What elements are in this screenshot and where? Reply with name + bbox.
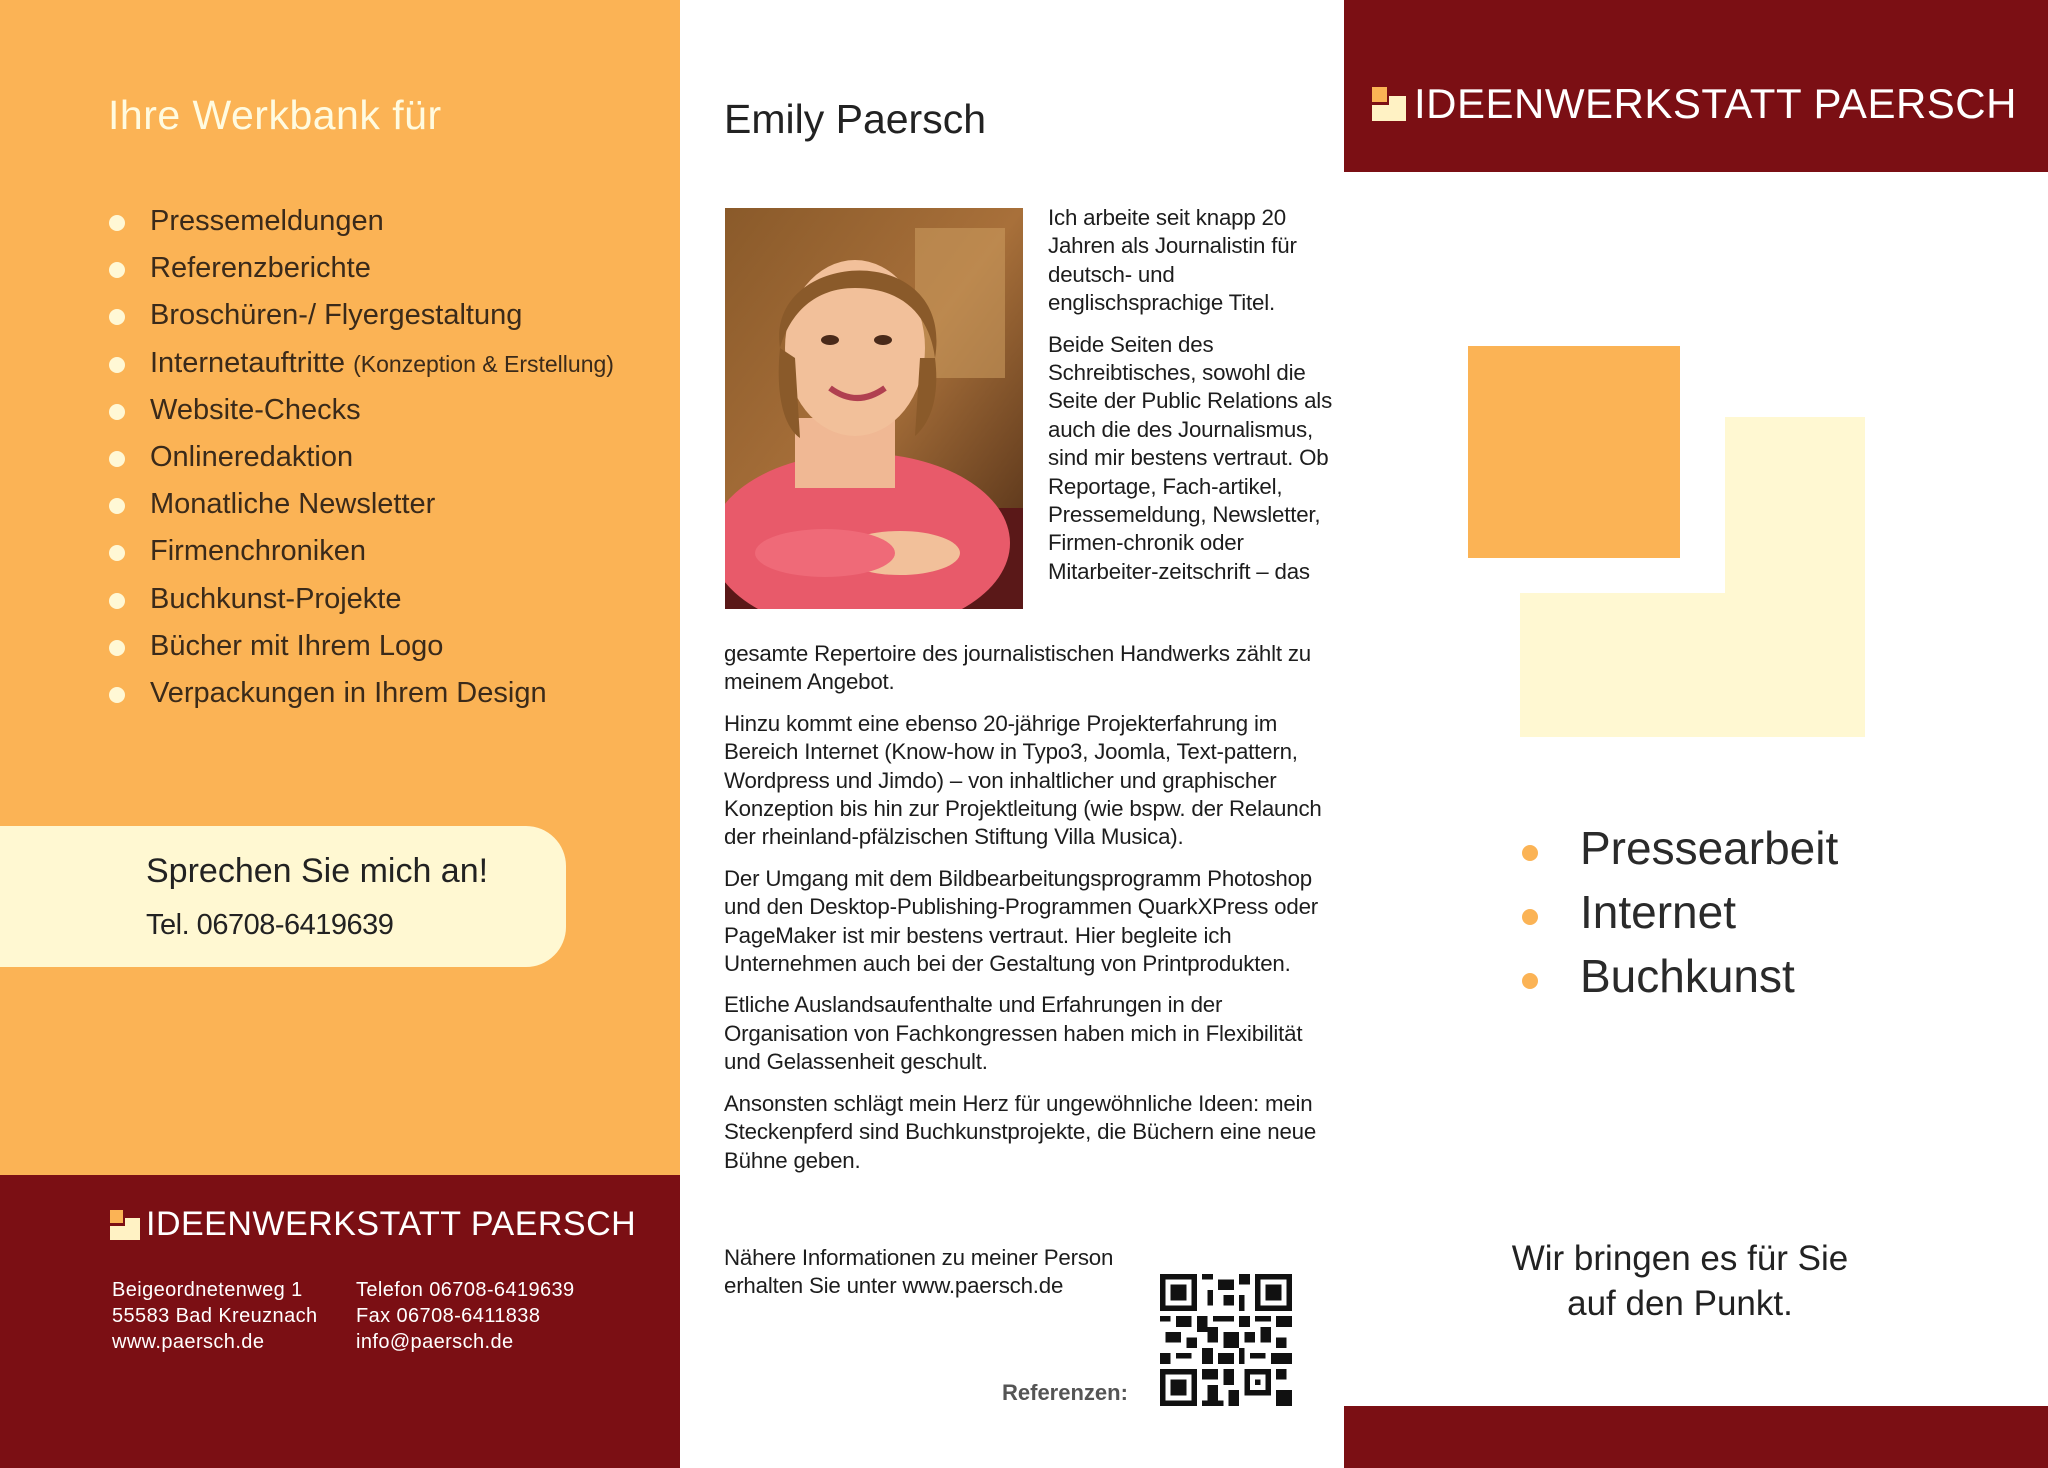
list-item [108, 245, 614, 292]
fax-number: Fax 06708-6411838 [356, 1305, 541, 1327]
bullet-icon [109, 498, 125, 514]
logo-mark-icon [110, 1210, 140, 1240]
contact-box [0, 826, 566, 967]
bio-paragraph: gesamte Repertoire des journalistischen Handwerks zählt zu meinem Angebot. [724, 641, 1311, 695]
address-street: Beigeordnetenweg 1 [112, 1279, 303, 1301]
right-panel [1344, 0, 2048, 1468]
phone-number[interactable]: Telefon 06708-6419639 [356, 1279, 575, 1301]
list-item [1520, 944, 1838, 1008]
postal-address [112, 1277, 318, 1355]
list-item-label: Pressearbeit [1580, 822, 1839, 874]
website-link[interactable]: www.paersch.de [112, 1331, 265, 1353]
list-item-label: Bücher mit Ihrem Logo [150, 629, 444, 662]
list-item-label: Buchkunst-Projekte [150, 582, 402, 615]
portrait-photo [725, 208, 1023, 609]
bullet-icon [109, 404, 125, 420]
list-item [108, 340, 614, 387]
intro-paragraph: Beide Seiten des Schreibtisches, sowohl die Seite der Public Relations als auch die des Journalismus, sind mir bestens vertraut. Ob Reportage, Fach-artikel, Pressemeldung, Newsletter, Firmen-chronik oder Mitarbeiter-zeitschrift – das [1048, 331, 1333, 584]
left-panel [0, 0, 680, 1468]
bullet-icon [1522, 973, 1538, 989]
left-footer [0, 1175, 680, 1468]
bullet-icon [109, 593, 125, 609]
bullet-icon [109, 215, 125, 231]
list-item [108, 434, 614, 481]
decorative-square [1468, 346, 1680, 558]
list-item [108, 198, 614, 245]
logo-text: IDEENWERKSTATT PAERSCH [146, 1205, 637, 1243]
qr-code-icon[interactable] [1160, 1274, 1292, 1406]
logo-mark-icon [1372, 87, 1406, 121]
list-item [108, 623, 614, 670]
bio-paragraph: Hinzu kommt eine ebenso 20-jährige Projekterfahrung im Bereich Internet (Know-how in Typo3, Joomla, Text-pattern, Wordpress und Jimdo) – von inhaltlicher und graphischer Konzeption bis hin zur Projektleitung (wie bspw. der Relaunch der rheinland-pfälzischen Stiftung Villa Musica). [724, 710, 1322, 850]
bullet-icon [109, 357, 125, 373]
list-item [1520, 880, 1838, 944]
header-banner [1344, 0, 2048, 172]
bullet-icon [109, 309, 125, 325]
list-item-label: Website-Checks [150, 393, 361, 426]
services-heading: Ihre Werkbank für [108, 92, 442, 138]
bullet-icon [109, 451, 125, 467]
decorative-square [1520, 593, 1865, 737]
tagline [1344, 1236, 2016, 1326]
tagline-line: auf den Punkt. [1567, 1284, 1793, 1323]
list-item-label: Onlineredaktion [150, 440, 354, 473]
list-item-label: Monatliche Newsletter [150, 488, 436, 521]
intro-paragraph: Ich arbeite seit knapp 20 Jahren als Journalistin für deutsch- und englischsprachige Titel. [1048, 205, 1297, 316]
list-item-label: Pressemeldungen [150, 205, 384, 237]
list-item-label: Buchkunst [1580, 950, 1795, 1002]
biography-text [724, 640, 1324, 1188]
company-logo [1372, 80, 2017, 128]
bullet-icon [109, 687, 125, 703]
list-item-label: Broschüren-/ Flyergestaltung [150, 299, 523, 332]
person-name: Emily Paersch [724, 96, 987, 142]
list-item [108, 528, 614, 575]
company-logo [110, 1205, 636, 1244]
middle-panel [680, 0, 1344, 1468]
bullet-icon [1522, 909, 1538, 925]
tagline-line: Wir bringen es für Sie [1511, 1239, 1849, 1278]
contact-phone[interactable]: Tel. 06708-6419639 [146, 909, 394, 941]
list-item-label: Firmenchroniken [150, 535, 366, 568]
references-label: Referenzen: [1002, 1380, 1128, 1405]
list-item-note: (Konzeption & Erstellung) [353, 350, 614, 377]
contact-cta: Sprechen Sie mich an! [146, 852, 489, 890]
address-city: 55583 Bad Kreuznach [112, 1305, 318, 1327]
intro-text [1048, 204, 1338, 586]
list-item-label: Verpackungen in Ihrem Design [150, 676, 547, 709]
bullet-icon [109, 545, 125, 561]
more-info-text: Nähere Informationen zu meiner Person erhalten Sie unter www.paersch.de [724, 1245, 1114, 1299]
footer-band [1344, 1406, 2048, 1468]
bio-paragraph: Der Umgang mit dem Bildbearbeitungsprogramm Photoshop und den Desktop-Publishing-Programmen QuarkXPress oder PageMaker ist mir bestens vertraut. Hier begleite ich Unternehmen auch bei der Gestaltung von Printprodukten. [724, 865, 1318, 977]
bullet-icon [109, 640, 125, 656]
list-item-label: Internet [1580, 886, 1736, 938]
list-item-label: Internetauftritte [150, 346, 346, 379]
email-link[interactable]: info@paersch.de [356, 1331, 514, 1353]
list-item [108, 481, 614, 528]
list-item-label: Referenzberichte [150, 252, 371, 285]
bio-paragraph: Etliche Auslandsaufenthalte und Erfahrungen in der Organisation von Fachkongressen haben mich in Flexibilität und Gelassenheit geschult. [724, 992, 1303, 1075]
list-item [1520, 816, 1838, 880]
focus-list [1520, 816, 1838, 1008]
logo-text: IDEENWERKSTATT PAERSCH [1414, 80, 2017, 127]
bio-paragraph: Ansonsten schlägt mein Herz für ungewöhnliche Ideen: mein Steckenpferd sind Buchkunstprojekte, die Büchern eine neue Bühne geben. [724, 1090, 1317, 1173]
bullet-icon [1522, 845, 1538, 861]
bullet-icon [109, 262, 125, 278]
list-item [108, 387, 614, 434]
list-item [108, 292, 614, 339]
list-item [108, 670, 614, 717]
list-item [108, 576, 614, 623]
services-list [108, 198, 614, 717]
contact-details [356, 1277, 575, 1355]
